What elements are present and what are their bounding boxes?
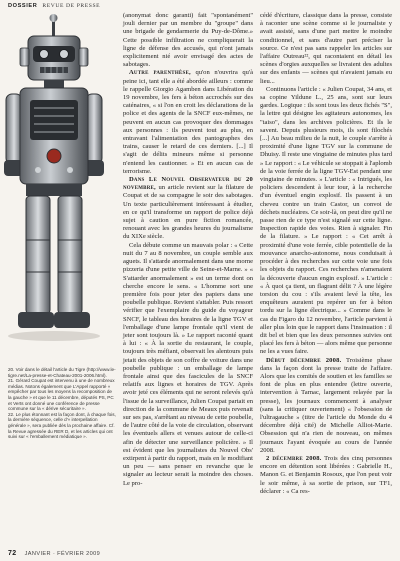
robot-waist bbox=[26, 184, 82, 196]
article-column-1 bbox=[123, 12, 253, 488]
toy-robot-figure bbox=[0, 10, 121, 366]
page-footer bbox=[8, 550, 100, 557]
robot-foot-right bbox=[54, 312, 90, 328]
footnote-21: 21. Gérard Coupat est intervenu à une de nombreux médias. Notons également que L'Appel rapporté « empêcher par tous les moyens la recomposition de la gauche » et que le 11 décembre, députés PS, PC et Verts ont donné une conférence de presse commune sur la « dérive sécuritaire ». bbox=[8, 378, 115, 412]
robot-antenna-tip bbox=[50, 14, 58, 22]
article-column-2 bbox=[260, 12, 392, 496]
robot-leg-right bbox=[58, 196, 82, 314]
robot-foot-left bbox=[18, 312, 54, 328]
robot-eye-right bbox=[60, 50, 69, 59]
paragraph: cédé d'écriture, classique dans la presse, consiste à raconter une scène comme si le journaliste y avait assisté, sans d'une part mettre le moindre conditionnel, et sans d'autre part préciser la source. Ce n'est pas sans rappeler les articles sur l'affaire Outreau²², qui racontaient en détail les scènes d'orgies auxquelles se livraient des adultes sur des enfants — scènes qui n'avaient jamais eu lieu... bbox=[260, 12, 392, 85]
footnote-22: 22. Le plus étonnant est la façon dont, à chaque fois, la dernière séquence, celle d'« interpellation générale », sera publiée dès la prochaine affaire. Cf. la Revue agressée du RER D, et les articles qui ont suivi sur « l'emballement médiatique ». bbox=[8, 411, 116, 440]
robot-mouth bbox=[40, 67, 68, 73]
section-label: DOSSIER bbox=[8, 3, 38, 9]
robot-leg-left bbox=[26, 196, 50, 314]
paragraph: Continuons l'article : « Julien Coupat, 34 ans, et sa copine Yildune L., 25 ans, sont sur leurs gardes. Logique : ils sont tous les deux fichés "S", la lettre qui désigne les agitateurs autonomes, les "taiso", dans les archives policières. Et ils le savent. Depuis plusieurs mois, ils sont filochés [...] Au beau milieu de la nuit, le couple s'arrête à proximité d'une ligne TGV sur la commune de Dhuisy. Il reste une vingtaine de minutes plus tard » Le rapport : « Le véhicule se stoppait à l'aplomb de la voie ferrée de la ligne TGV-Est pendant une vingtaine de minutes. » L'article : « Intrigués, les policiers descendent à leur tour, à la recherche d'un éventuel engin explosif. Ils passent à un cheveu contre un train Castor, un convoi de déchets nucléaires. Ce soir-là, on peut dire qu'il ne passe rien de ce type n'est signalé sur cette ligne. Inspection rapide des voies. Rien à signaler. Fin de la filature. » Le rapport : « Cet arrêt à proximité d'une voie ferrée, cible potentielle de la mouvance anarcho-autonome, nous conduisait à procéder à des recherches sur cette voie une fois les objets du rapport. Ces recherches n'amenaient la découverte d'aucun engin explosif. » L'article : « À quoi ça tient, un flagrant délit ? À une légère torsion du cou : s'ils avaient levé la tête, les enquêteurs auraient pu repérer un fer à béton tordu sur la ligne électrique... » Comme dans le cas du Figaro du 12 novembre, l'article parvient à aller plus loin que le rapport dans l'insinuation : il dit bel et bien que les deux personnes suivies ont placé les fers à béton — alors même que personne ne les a vues faire. bbox=[260, 85, 392, 356]
robot-chest-panel bbox=[30, 100, 78, 140]
footnotes bbox=[8, 367, 116, 440]
robot-ear-left bbox=[20, 48, 29, 66]
robot-neck bbox=[44, 80, 64, 88]
paragraph: (anonymat donc garanti) fait "spontanément" jouli dernier par un membre du "groupe" dans une brigade de gendarmerie du Puy-de-Dôme.» Cette possible infiltration ne compliquerait la ligne de défense des accusés, qui n'ont jamais explicitement nié avoir envisagé des actes de sabotages. bbox=[123, 12, 253, 69]
paragraph-body: Troisième phase dans la façon dont la presse traite de l'affaire. Alors que les comités de soutien et les familles se font de plus en plus entendre (lettre ouverte, intervention à Tarnac, largement relayée par la presse), les journaux commencent à analyser (sans la critiquer ouvertement) « l'obsession de l'ultragauche » (titre de l'article du Monde du 4 décembre déjà cité) de Michelle Alliot-Marie. Obsession qui n'a rien de nouveau, on mêmes journaux l'ayant évoquée au cours de l'année 2008. bbox=[260, 356, 392, 454]
robot-eye-left bbox=[40, 50, 49, 59]
robot-chest-light bbox=[47, 149, 61, 163]
publication-label: REVUE DE PRESSE bbox=[42, 3, 101, 9]
robot-ear-right bbox=[79, 48, 88, 66]
paragraph-lead: Dans Le Nouvel Observateur du 20 novembre, bbox=[123, 176, 253, 192]
paragraph-body: qu'on n'ouvrira qu'à peine ici, tant elle a été abordée ailleurs : comme le rappelle Giorgio Agamben dans Libération du 19 novembre, les fers à béton accrochés sur des caténaires, « si l'on en croit les déclarations de la police et des agents de la SNCF eux-mêmes, ne peuvent en aucun cas provoquer des dommages aux personnes : ils peuvent tout au plus, en entravant l'alimentation des pantographes des trains, causer le retard de ces derniers. [...] Il s'agit de délits mineurs même si personne n'entend les cautionner. » Et en aucun cas de terrorisme. bbox=[123, 69, 253, 175]
paragraph-body: un article revient sur la filature de Coupat et de sa compagne le soir des sabotages. Un texte particulièrement intéressant à étudier, en ce qu'il transforme un rapport de police déjà sujet à caution en pure fiction romancée, renouant avec les grandes heures du journalisme du XIXe siècle. bbox=[123, 184, 253, 241]
paragraph-lead: Autre parenthèse, bbox=[129, 69, 191, 77]
paragraph-body: Trois des cinq personnes encore en détention sont libérées : Gabrielle H., Manon G. et Benjamin Rosoux, que l'on peut voir le soir même, à sa sortie de prison, sur TF1, déclarer : « Ca res- bbox=[260, 454, 392, 495]
issue-date: JANVIER · FÉVRIER 2009 bbox=[24, 551, 101, 557]
paragraph bbox=[260, 455, 392, 496]
footnote-20: 20. Voir dans le détail l'article du Tigre (http://www.le-tigre.net/La-presse-et-Chateau-2001-2006.html). bbox=[8, 367, 116, 378]
robot-illustration bbox=[0, 10, 121, 366]
paragraph-lead: Début décembre 2008. bbox=[266, 356, 342, 364]
paragraph bbox=[123, 69, 253, 176]
paragraph-lead: 2 décembre 2008. bbox=[266, 454, 322, 462]
paragraph bbox=[123, 176, 253, 242]
page-number: 72 bbox=[8, 550, 17, 557]
paragraph bbox=[260, 357, 392, 455]
paragraph: Cela débute comme un mauvais polar : « Cette nuit du 7 au 8 novembre, un couple semble aux aguets. Il s'attarde anormalement dans une morne pizzeria d'une petite ville de Seine-et-Marne. » « S'attarder anormalement » est un terme dont on cherche encore le sens. « L'homme sort une première fois pour jeter des papiers dans une poubelle publique. Revient s'attabler. Puis ressort vérifier que l'exemplaire du guide du voyageur SNCF, le tableau des horaires de la ligne TGV et l'emballage d'une lampe frontale qu'il vient de jeter sont toujours là. » Le rapport raconté quant à lui : « À la sortie du restaurant, le couple, toujours très méfiant, observait les alentours puis jetait des objets de son coffre de voiture dans une poubelle publique : un emballage de lampe frontale ainsi que des fascicules de la SNCF relatifs aux lignes et horaires de TGV. Après avoir jeté ces éléments qui ne seront relevés qu'à l'issue de la surveillance, Julien Coupat partait en direction de la commune de Meaux puis revenait sur ses pas, s'arrêtant au niveau de cette poubelle, de l'autre côté de la voie de circulation, observant les éventuels allers et venues autour de celle-ci afin de détecter une surveillance policière. » Il est évident que les journalistes du Nouvel Obs' extirpent à partir du rapport, mais en le modifiant un peu — sans penser en revanche que le signaler au lecteur serait la moindre des choses. Le pro- bbox=[123, 241, 253, 487]
